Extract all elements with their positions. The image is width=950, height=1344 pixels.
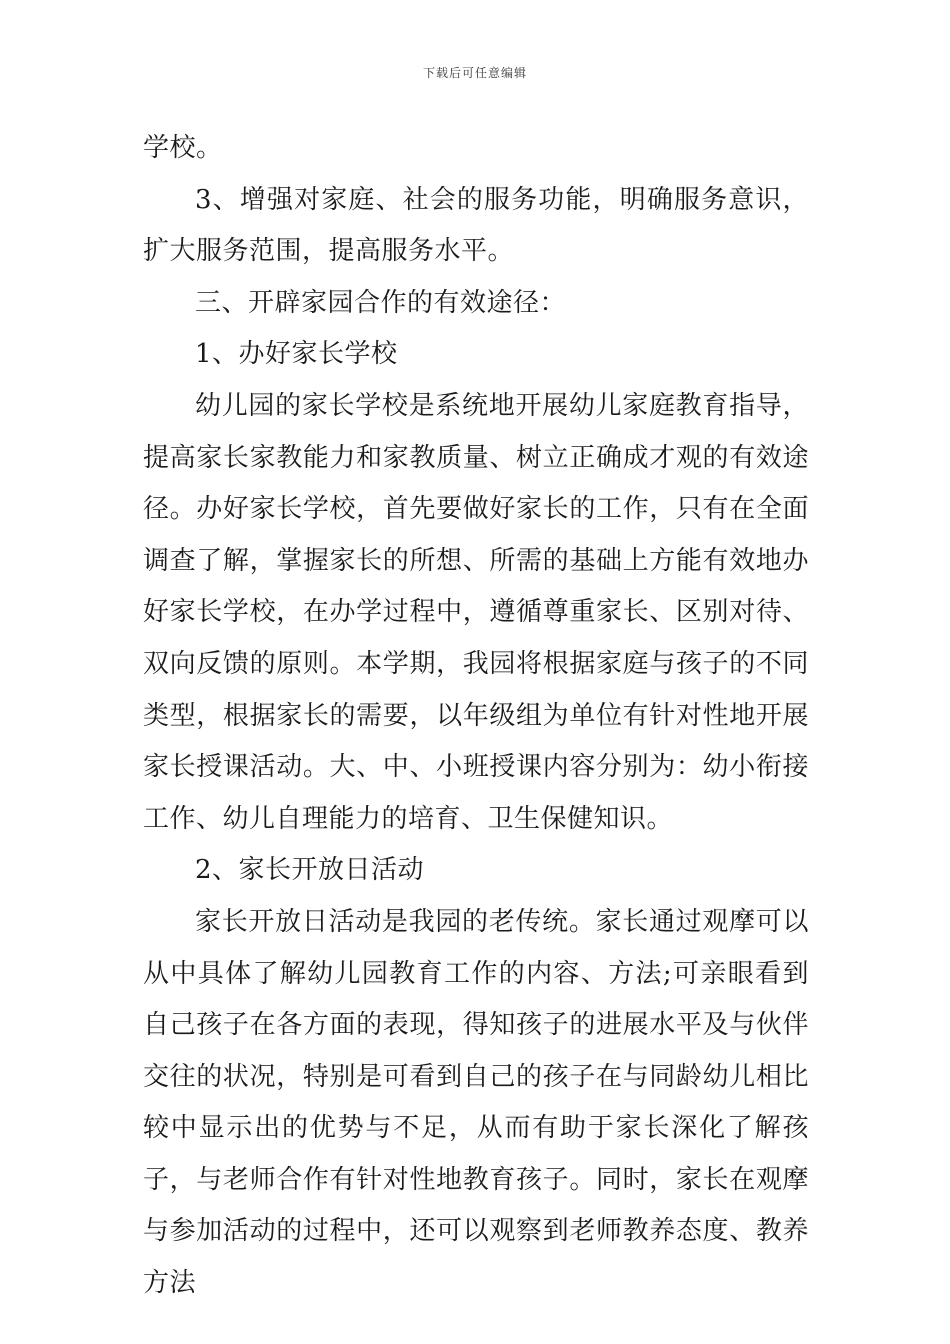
paragraph-service-function: 3、增强对家庭、社会的服务功能，明确服务意识，扩大服务范围，提高服务水平。 (143, 184, 809, 267)
subheading-parent-school: 1、办好家长学校 (195, 339, 398, 370)
section-heading-cooperation: 三、开辟家园合作的有效途径： (195, 287, 567, 318)
page-header-note: 下载后可任意编辑 (422, 66, 527, 80)
document-body (143, 123, 809, 1310)
paragraph-parent-school: 幼儿园的家长学校是系统地开展幼儿家庭教育指导，提高家长家教能力和家教质量、树立正确成才观的有效途径。办好家长学校，首先要做好家长的工作，只有在全面调查了解，掌握家长的所想、所需的基础上方能有效地办好家长学校，在办学过程中，遵循尊重家长、区别对待、双向反馈的原则。本学期，我园将根据家庭与孩子的不同类型，根据家长的需要，以年级组为单位有针对性地开展家长授课活动。大、中、小班授课内容分别为：幼小衔接工作、幼儿自理能力的培育、卫生保健知识。 (143, 390, 809, 834)
subheading-open-day: 2、家长开放日活动 (195, 855, 425, 886)
paragraph-continuation: 学校。 (143, 133, 223, 163)
paragraph-open-day: 家长开放日活动是我园的老传统。家长通过观摩可以从中具体了解幼儿园教育工作的内容、方法;可亲眼看到自己孩子在各方面的表现，得知孩子的进展水平及与伙伴交往的状况，特别是可看到自己的孩子在与同龄幼儿相比较中显示出的优势与不足，从而有助于家长深化了解孩子，与老师合作有针对性地教育孩子。同时，家长在观摩与参加活动的过程中，还可以观察到老师教养态度、教养方法 (143, 906, 809, 1299)
